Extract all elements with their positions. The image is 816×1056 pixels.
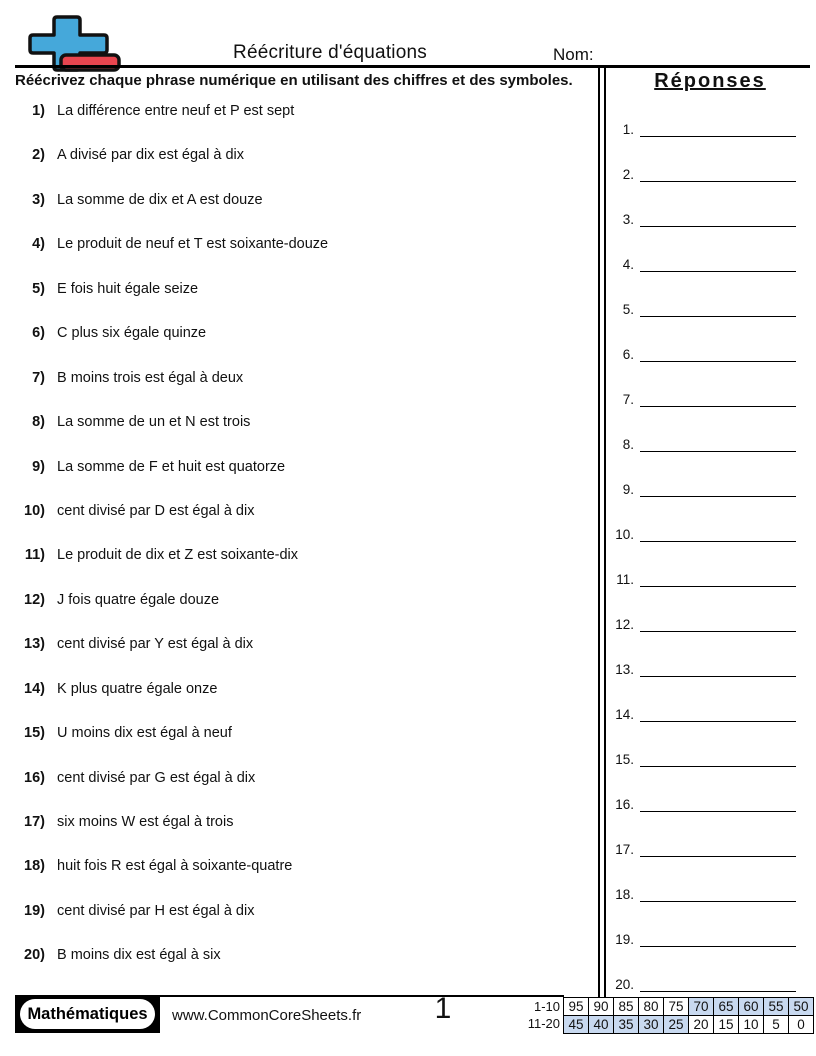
answer-blank-line bbox=[640, 573, 796, 587]
answer-blank-line bbox=[640, 798, 796, 812]
answer-number: 9. bbox=[622, 482, 634, 497]
question-item bbox=[15, 190, 593, 234]
score-cell: 45 bbox=[564, 1016, 589, 1034]
question-item bbox=[15, 812, 593, 856]
answer-row bbox=[608, 384, 812, 407]
score-cell: 25 bbox=[664, 1016, 689, 1034]
answer-item bbox=[608, 114, 812, 159]
answer-row bbox=[608, 609, 812, 632]
answer-number: 4. bbox=[622, 257, 634, 272]
answer-number: 3. bbox=[622, 212, 634, 227]
answer-row bbox=[608, 429, 812, 452]
answer-item bbox=[608, 564, 812, 609]
answer-number: 20. bbox=[615, 977, 634, 992]
answer-row bbox=[608, 294, 812, 317]
score-cell: 10 bbox=[739, 1016, 764, 1034]
answer-item bbox=[608, 204, 812, 249]
question-text: La somme de dix et A est douze bbox=[57, 191, 263, 208]
question-text: B moins trois est égal à deux bbox=[57, 369, 244, 386]
answer-item bbox=[608, 249, 812, 294]
answer-blank-line bbox=[640, 708, 796, 722]
answer-row bbox=[608, 834, 812, 857]
answer-item bbox=[608, 879, 812, 924]
score-cell: 85 bbox=[614, 998, 639, 1016]
question-number: 7) bbox=[32, 369, 45, 386]
question-item bbox=[15, 590, 593, 634]
answer-blank-line bbox=[640, 438, 796, 452]
question-text: U moins dix est égal à neuf bbox=[57, 725, 232, 742]
brand-logo bbox=[15, 995, 160, 1033]
question-text: E fois huit égale seize bbox=[57, 280, 199, 297]
question-number: 11) bbox=[24, 547, 45, 564]
score-cell: 90 bbox=[589, 998, 614, 1016]
answer-number: 18. bbox=[615, 887, 634, 902]
question-text: cent divisé par Y est égal à dix bbox=[57, 636, 254, 653]
answer-row bbox=[608, 519, 812, 542]
answer-number: 13. bbox=[615, 662, 634, 677]
answer-number: 7. bbox=[622, 392, 634, 407]
answer-blank-line bbox=[640, 978, 796, 992]
question-number: 3) bbox=[32, 191, 45, 208]
answer-number: 2. bbox=[622, 167, 634, 182]
answer-row bbox=[608, 969, 812, 992]
score-cell: 65 bbox=[714, 998, 739, 1016]
question-number: 4) bbox=[32, 236, 45, 253]
answer-blank-line bbox=[640, 213, 796, 227]
question-item bbox=[15, 234, 593, 278]
answer-item bbox=[608, 429, 812, 474]
answer-number: 6. bbox=[622, 347, 634, 362]
question-number: 18) bbox=[24, 858, 45, 875]
brand-label: Mathématiques bbox=[20, 999, 155, 1029]
answer-item bbox=[608, 834, 812, 879]
question-number: 8) bbox=[32, 414, 45, 431]
question-text: Le produit de dix et Z est soixante-dix bbox=[57, 547, 298, 564]
answer-item bbox=[608, 339, 812, 384]
score-cell: 60 bbox=[739, 998, 764, 1016]
page-title: Réécriture d'équations bbox=[233, 42, 427, 63]
score-cell: 0 bbox=[789, 1016, 814, 1034]
question-item bbox=[15, 145, 593, 189]
answer-blank-line bbox=[640, 123, 796, 137]
score-grid-row bbox=[564, 1016, 814, 1034]
score-cell: 80 bbox=[639, 998, 664, 1016]
answer-item bbox=[608, 609, 812, 654]
answer-item bbox=[608, 294, 812, 339]
question-text: La somme de un et N est trois bbox=[57, 414, 251, 431]
score-cell: 70 bbox=[689, 998, 714, 1016]
answer-blank-line bbox=[640, 933, 796, 947]
answers-list bbox=[608, 114, 812, 1014]
answers-header: Réponses bbox=[654, 70, 766, 92]
answer-blank-line bbox=[640, 393, 796, 407]
answer-number: 8. bbox=[622, 437, 634, 452]
question-text: cent divisé par D est égal à dix bbox=[57, 502, 255, 519]
answer-blank-line bbox=[640, 258, 796, 272]
answer-item bbox=[608, 789, 812, 834]
score-cell: 5 bbox=[764, 1016, 789, 1034]
question-text: B moins dix est égal à six bbox=[57, 947, 221, 964]
answer-row bbox=[608, 654, 812, 677]
score-cell: 15 bbox=[714, 1016, 739, 1034]
question-number: 14) bbox=[24, 680, 45, 697]
answer-row bbox=[608, 159, 812, 182]
worksheet-instruction: Réécrivez chaque phrase numérique en utilisant des chiffres et des symboles. bbox=[15, 72, 573, 89]
answer-number: 12. bbox=[615, 617, 634, 632]
answer-row bbox=[608, 744, 812, 767]
question-item bbox=[15, 856, 593, 900]
answer-item bbox=[608, 654, 812, 699]
question-item bbox=[15, 412, 593, 456]
answer-blank-line bbox=[640, 528, 796, 542]
questions-list bbox=[15, 101, 593, 990]
answer-row bbox=[608, 474, 812, 497]
question-number: 13) bbox=[24, 636, 45, 653]
answer-number: 19. bbox=[615, 932, 634, 947]
question-item bbox=[15, 279, 593, 323]
score-row1-label: 1-10 bbox=[533, 999, 560, 1014]
question-text: J fois quatre égale douze bbox=[57, 591, 220, 608]
answer-number: 1. bbox=[622, 122, 634, 137]
question-text: cent divisé par G est égal à dix bbox=[57, 769, 256, 786]
site-url: www.CommonCoreSheets.fr bbox=[172, 1007, 362, 1024]
question-text: La somme de F et huit est quatorze bbox=[57, 458, 286, 475]
question-text: Le produit de neuf et T est soixante-douze bbox=[57, 236, 329, 253]
question-item bbox=[15, 101, 593, 145]
score-cell: 50 bbox=[789, 998, 814, 1016]
answer-number: 11. bbox=[616, 572, 634, 587]
answer-blank-line bbox=[640, 753, 796, 767]
answer-item bbox=[608, 384, 812, 429]
question-item bbox=[15, 501, 593, 545]
answer-blank-line bbox=[640, 483, 796, 497]
answer-row bbox=[608, 339, 812, 362]
question-number: 12) bbox=[24, 591, 45, 608]
score-grid-body bbox=[564, 998, 814, 1034]
question-number: 20) bbox=[24, 947, 45, 964]
score-cell: 75 bbox=[664, 998, 689, 1016]
question-text: La différence entre neuf et P est sept bbox=[57, 103, 295, 119]
column-divider bbox=[598, 65, 606, 997]
answer-number: 17. bbox=[615, 842, 634, 857]
answer-blank-line bbox=[640, 348, 796, 362]
answer-item bbox=[608, 474, 812, 519]
answer-blank-line bbox=[640, 888, 796, 902]
question-item bbox=[15, 368, 593, 412]
name-label: Nom: bbox=[553, 45, 594, 64]
question-item bbox=[15, 768, 593, 812]
answer-number: 10. bbox=[615, 527, 634, 542]
question-number: 15) bbox=[24, 725, 45, 742]
answer-item bbox=[608, 519, 812, 564]
answer-row bbox=[608, 249, 812, 272]
answer-blank-line bbox=[640, 663, 796, 677]
score-cell: 40 bbox=[589, 1016, 614, 1034]
score-cell: 20 bbox=[689, 1016, 714, 1034]
page-number: 1 bbox=[434, 992, 452, 1025]
question-text: huit fois R est égal à soixante-quatre bbox=[57, 858, 293, 875]
question-number: 1) bbox=[32, 103, 45, 119]
answer-row bbox=[608, 204, 812, 227]
answer-blank-line bbox=[640, 168, 796, 182]
question-item bbox=[15, 901, 593, 945]
question-number: 10) bbox=[24, 502, 45, 519]
question-item bbox=[15, 679, 593, 723]
score-row2-label: 11-20 bbox=[527, 1016, 560, 1031]
question-number: 6) bbox=[32, 325, 45, 342]
score-cell: 30 bbox=[639, 1016, 664, 1034]
answer-blank-line bbox=[640, 303, 796, 317]
question-number: 2) bbox=[32, 147, 45, 164]
answer-item bbox=[608, 744, 812, 789]
question-item bbox=[15, 723, 593, 767]
question-number: 9) bbox=[32, 458, 45, 475]
answer-item bbox=[608, 924, 812, 969]
answer-item bbox=[608, 159, 812, 204]
answer-row bbox=[608, 564, 812, 587]
question-text: A divisé par dix est égal à dix bbox=[57, 147, 244, 164]
answer-row bbox=[608, 699, 812, 722]
answer-number: 14. bbox=[615, 707, 634, 722]
question-item bbox=[15, 634, 593, 678]
question-text: C plus six égale quinze bbox=[57, 325, 207, 342]
answer-blank-line bbox=[640, 618, 796, 632]
question-item bbox=[15, 323, 593, 367]
question-number: 5) bbox=[32, 280, 45, 297]
question-number: 16) bbox=[24, 769, 45, 786]
answer-number: 5. bbox=[622, 302, 634, 317]
question-item bbox=[15, 545, 593, 589]
answer-row bbox=[608, 924, 812, 947]
score-cell: 35 bbox=[614, 1016, 639, 1034]
question-item bbox=[15, 945, 593, 989]
answer-row bbox=[608, 114, 812, 137]
answer-item bbox=[608, 699, 812, 744]
answer-blank-line bbox=[640, 843, 796, 857]
question-number: 17) bbox=[24, 814, 45, 830]
answer-row bbox=[608, 879, 812, 902]
answer-number: 15. bbox=[615, 752, 634, 767]
score-cell: 95 bbox=[564, 998, 589, 1016]
answer-row bbox=[608, 789, 812, 812]
score-grid-row bbox=[564, 998, 814, 1016]
score-grid bbox=[563, 997, 814, 1034]
question-text: K plus quatre égale onze bbox=[57, 680, 218, 697]
score-cell: 55 bbox=[764, 998, 789, 1016]
question-number: 19) bbox=[24, 902, 45, 919]
header-rule bbox=[15, 65, 810, 68]
answer-number: 16. bbox=[615, 797, 634, 812]
question-item bbox=[15, 457, 593, 501]
question-text: six moins W est égal à trois bbox=[57, 814, 234, 830]
footer-rule bbox=[158, 995, 564, 997]
question-text: cent divisé par H est égal à dix bbox=[57, 902, 255, 919]
